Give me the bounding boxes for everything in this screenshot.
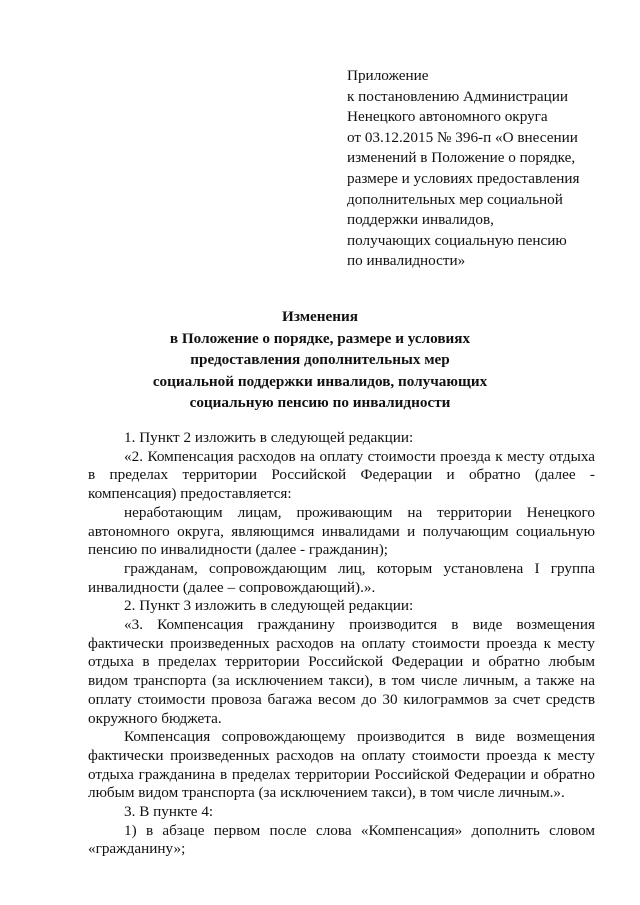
title-line: Изменения — [282, 308, 358, 325]
paragraph: 1. Пункт 2 изложить в следующей редакции: — [124, 429, 414, 446]
annex-line: от 03.12.2015 № 396-п «О внесении — [347, 128, 578, 146]
paragraph: 2. Пункт 3 изложить в следующей редакции: — [124, 597, 414, 615]
annex-line: размере и условиях предоставления — [347, 169, 580, 187]
paragraph: неработающим лицам, проживающим на территории Ненецкого автономного округа, являющимся инвалидами и получающим социальную пенсию по инвалидности (далее - гражданин); — [88, 503, 595, 559]
paragraph: «2. Компенсация расходов на оплату стоимости проезда к месту отдыха в пределах территории Российской Федерации и обратно (далее - компенсация) предоставляется: — [88, 447, 595, 503]
annex-line: к постановлению Администрации — [347, 87, 568, 105]
paragraph: «3. Компенсация гражданину производится в виде возмещения фактически произведенных расходов на оплату стоимости проезда к месту отдыха в пределах территории Российской Федерации и обратно любым видом транспорта (за исключением такси), в том числе личным, а также на оплату стоимости провоза багажа весом до 30 килограммов за счет средств окружного бюджета. — [88, 616, 595, 727]
title-line: социальную пенсию по инвалидности — [189, 394, 451, 411]
title-line: предоставления дополнительных мер — [190, 351, 450, 368]
annex-block — [347, 66, 607, 272]
paragraph: 3. В пункте 4: — [124, 803, 214, 821]
annex-line: по инвалидности» — [347, 252, 466, 270]
annex-line: Ненецкого автономного округа — [347, 108, 548, 126]
title-line: социальной поддержки инвалидов, получающих — [152, 372, 488, 390]
annex-line: изменений в Положение о порядке, — [347, 149, 576, 167]
document-body — [88, 429, 595, 859]
paragraph: гражданам, сопровождающим лиц, которым установлена I группа инвалидности (далее – сопровождающий).». — [88, 559, 595, 596]
paragraph: 1) в абзаце первом после слова «Компенсация» дополнить словом «гражданину»; — [88, 821, 595, 858]
title-line: в Положение о порядке, размере и условиях — [169, 329, 471, 347]
document-title — [100, 306, 540, 414]
annex-line: Приложение — [347, 67, 429, 84]
annex-line: поддержки инвалидов, — [347, 211, 494, 229]
annex-line: дополнительных мер социальной — [347, 190, 563, 208]
paragraph: Компенсация сопровождающему производится в виде возмещения фактически произведенных расходов на оплату стоимости проезда к месту отдыха гражданина в пределах территории Российской Федерации и обратно любым видом транспорта (за исключением такси), в том числе личным.». — [88, 728, 595, 802]
annex-line: получающих социальную пенсию — [347, 231, 567, 249]
